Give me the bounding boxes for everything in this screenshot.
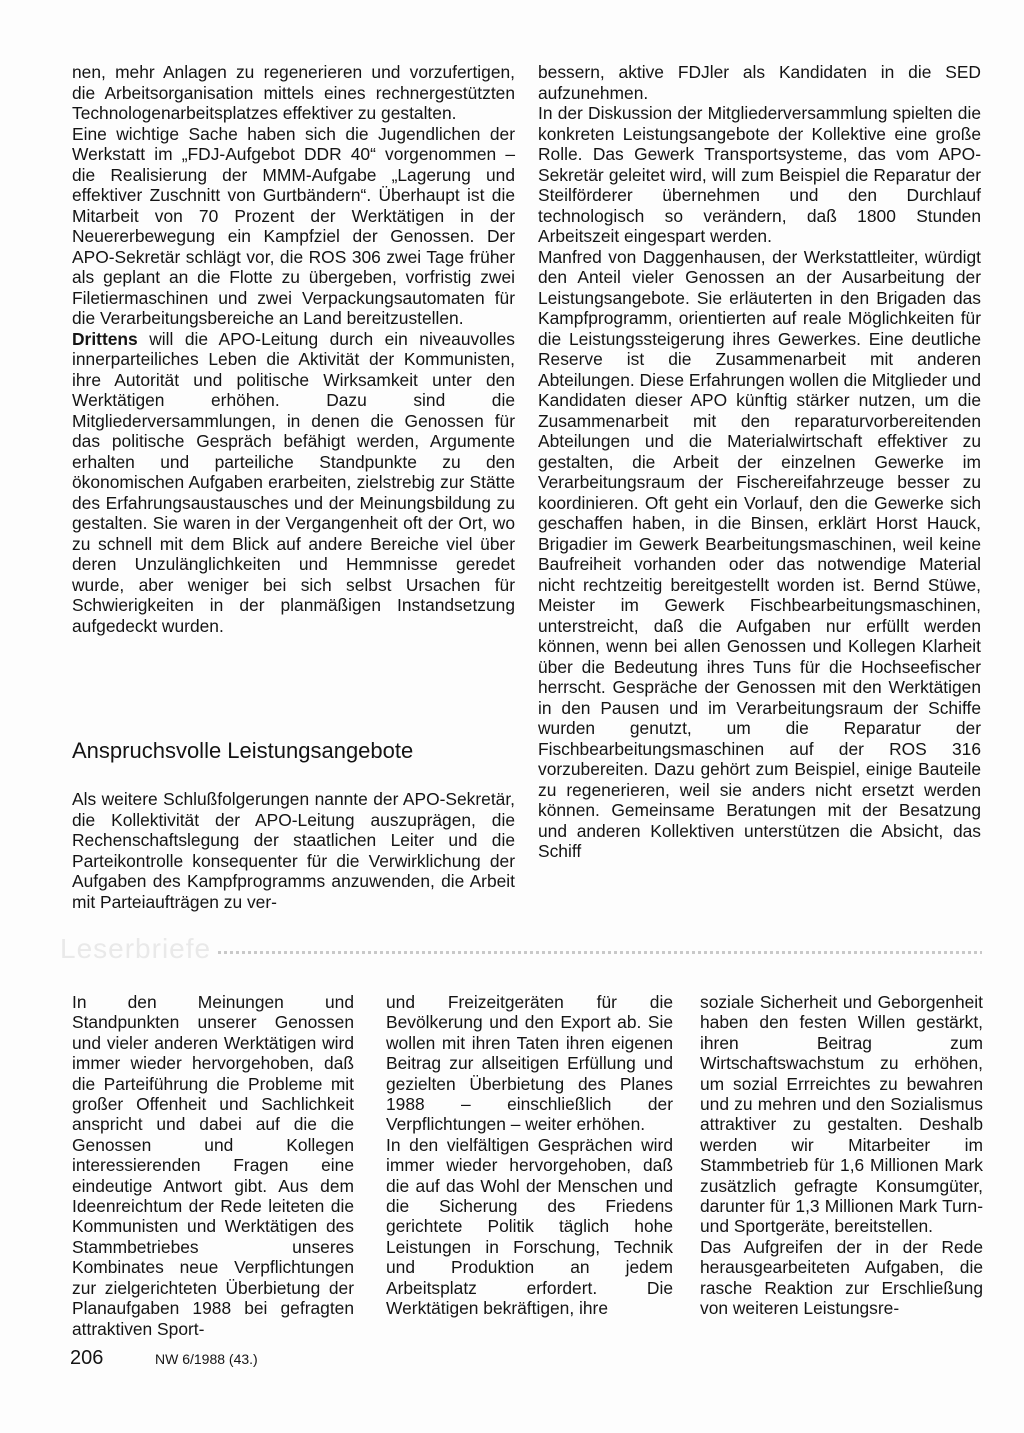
letters-column-1 bbox=[72, 992, 354, 1339]
article-paragraph: Als weitere Schlußfolgerungen nannte der APO-Sekretär, die Kollektivität der APO-Leitung auszuprägen, die Rechenschaftslegung der staatlichen Leiter und die Parteikontrolle konsequenter für die Verwirklichung der Aufgaben des Kampfprogramms anzuwenden, die Arbeit mit Parteiaufträgen zu ver- bbox=[72, 789, 515, 912]
section-label: Leserbriefe bbox=[60, 933, 212, 964]
article-paragraph: bessern, aktive FDJler als Kandidaten in die SED aufzunehmen. bbox=[538, 62, 981, 103]
letter-paragraph: soziale Sicherheit und Geborgenheit haben den festen Willen gestärkt, ihren Beitrag zum Wirtschaftswachstum zu erhöhen, um sozial Errreichtes zu bewahren und zu mehren und den Sozialismus attraktiver zu gestalten. Deshalb werden wir Mitarbeiter im Stammbetrieb für 1,6 Millionen Mark zusätzlich gefragte Konsumgüter, darunter für 1,3 Millionen Mark Turn- und Sportgeräte, bereitstellen. bbox=[700, 992, 983, 1237]
letter-paragraph: In den vielfältigen Gesprächen wird immer wieder hervorgehoben, daß die auf das Wohl der Menschen und die Sicherung des Friedens gerichtete Politik täglich hohe Leistungen in Forschung, Technik und Produktion an jedem Arbeitsplatz erfordert. Die Werktätigen bekräftigen, ihre bbox=[386, 1134, 673, 1319]
lead-word: Drittens bbox=[72, 328, 138, 349]
page-number: 206 bbox=[70, 1347, 104, 1369]
article-paragraph: Eine wichtige Sache haben sich die Jugendlichen der Werkstatt im „FDJ-Aufgebot DDR 40“ vorgenommen – die Realisierung der MMM-Aufgabe „Lagerung und effektiver Zuschnitt von Gurtbändern“. Überhaupt ist die Mitarbeit von 70 Prozent der Werktätigen in der Neuererbewegung ein Kampfziel der Genossen. Der APO-Sekretär schlägt vor, die ROS 306 zwei Tage früher als geplant an die Flotte zu übergeben, vorfristig zwei Filetiermaschinen und zwei Verpackungsautomaten für die Verarbeitungsbereiche an Land bereitzustellen. bbox=[72, 123, 515, 328]
letter-paragraph: Das Aufgreifen der in der Rede herausgearbeiteten Aufgaben, die rasche Reaktion zur Erschließung von weiteren Leistungsre- bbox=[700, 1236, 983, 1319]
article-paragraph: Manfred von Daggenhausen, der Werkstattleiter, würdigt den Anteil vieler Genossen an der Ausarbeitung der Leistungsangebote. Sie erläuterten in den Brigaden das Kampfprogramm, orientierten auf reale Möglichkeiten für die Leistungssteigerung ihres Gewerkes. Eine deutliche Reserve ist die Zusammenarbeit mit anderen Abteilungen. Diese Erfahrungen wollen die Mitglieder und Kandidaten dieser APO künftig stärker nutzen, um die Zusammenarbeit mit den reparaturvorbereitenden Abteilungen und die Materialwirtschaft effektiver zu gestalten, die Arbeit der einzelnen Gewerke im Verarbeitungsraum der Fischereifahrzeuge besser zu koordinieren. Oft geht ein Vorlauf, den die Gewerke sich geschaffen haben, in die Binsen, erklärt Horst Hauck, Brigadier im Gewerk Bearbeitungsmaschinen, weil keine Baufreiheit vorhanden oder das notwendige Material nicht rechtzeitig bereitgestellt worden ist. Bernd Stüwe, Meister im Gewerk Fischbearbeitungsmaschinen, unterstreicht, daß die Aufgaben nur erfüllt werden können, wenn bei allen Genossen und Kollegen Klarheit über die Bedeutung ihres Tuns für die Hochseefischer herrscht. Gespräche der Genossen mit den Werktätigen in den Pausen und im Verarbeitungsraum der Schiffe wurden genutzt, um die Reparatur der Fischbearbeitungsmaschinen auf der ROS 316 vorzubereiten. Dazu gehört zum Beispiel, einige Bauteile zu regenerieren, weil sie anders nicht ersetzt werden können. Gemeinsame Beratungen mit der Besatzung und anderen Kollektiven unterstützen die Absicht, das Schiff bbox=[538, 246, 981, 861]
article-left-column bbox=[72, 62, 515, 636]
paragraph-text: will die APO-Leitung durch ein niveauvolles innerparteiliches Leben die Aktivität der Kommunisten, ihre Autorität und politische Wirksamkeit unter den Werktätigen erhöhen. Dazu sind die Mitgliederversammlungen, in denen die Genossen für das politische Gespräch befähigt werden, Argumente erhalten und parteiliche Standpunkte zu den ökonomischen Aufgaben erarbeiten, zielstrebig zur Stätte des Erfahrungsaustausches und der Meinungsbildung zu gestalten. Sie waren in der Vergangenheit oft der Ort, wo zu schnell mit dem Blick auf andere Bereiche viel über deren Unzulänglichkeiten und Hemmnisse geredet wurde, aber weniger bei sich selbst Ursachen für Schwierigkeiten in der planmäßigen Instandsetzung aufgedeckt wurden. bbox=[72, 328, 515, 636]
section-rule bbox=[218, 951, 982, 954]
article-paragraph: In der Diskussion der Mitgliederversammlung spielten die konkreten Leistungsangebote der Kollektive eine große Rolle. Das Gewerk Transportsysteme, das vom APO-Sekretär geleitet wird, will zum Beispiel die Reparatur der Steilförderer übernehmen und den Durchlauf technologisch so verändern, daß 1800 Stunden Arbeitszeit eingespart werden. bbox=[538, 103, 981, 246]
article-left-column-continued bbox=[72, 789, 515, 912]
letter-paragraph: und Freizeitgeräten für die Bevölkerung und den Export ab. Sie wollen mit ihren Taten ihren eigenen Beitrag zur allseitigen Erfüllung und gezielten Überbietung des Planes 1988 – einschließlich der Verpflichtungen – weiter erhöhen. bbox=[386, 992, 673, 1135]
letters-column-2 bbox=[386, 992, 673, 1319]
article-subheading: Anspruchsvolle Leistungsangebote bbox=[72, 738, 414, 763]
letters-column-3 bbox=[700, 992, 983, 1319]
article-paragraph-drittens bbox=[72, 329, 515, 637]
article-right-column bbox=[538, 62, 981, 862]
article-paragraph: nen, mehr Anlagen zu regenerieren und vorzufertigen, die Arbeitsorganisation mittels eines rechnergestützten Technologenarbeitsplatzes effektiver zu gestalten. bbox=[72, 62, 515, 123]
issue-label: NW 6/1988 (43.) bbox=[155, 1351, 258, 1367]
letter-paragraph: In den Meinungen und Standpunkten unserer Genossen und vieler anderen Werktätigen wird immer wieder hervorgehoben, daß die Parteiführung die Probleme mit großer Offenheit und Sachlichkeit anspricht und dabei auf die die Genossen und Kollegen interessierenden Fragen eine eindeutige Antwort gibt. Aus dem Ideenreichtum der Rede leiteten die Kommunisten und Werktätigen des Stammbetriebes unseres Kombinates neue Verpflichtungen zur zielgerichteten Überbietung der Planaufgaben 1988 bei gefragten attraktiven Sport- bbox=[72, 992, 354, 1339]
section-band-leserbriefe bbox=[60, 932, 982, 968]
